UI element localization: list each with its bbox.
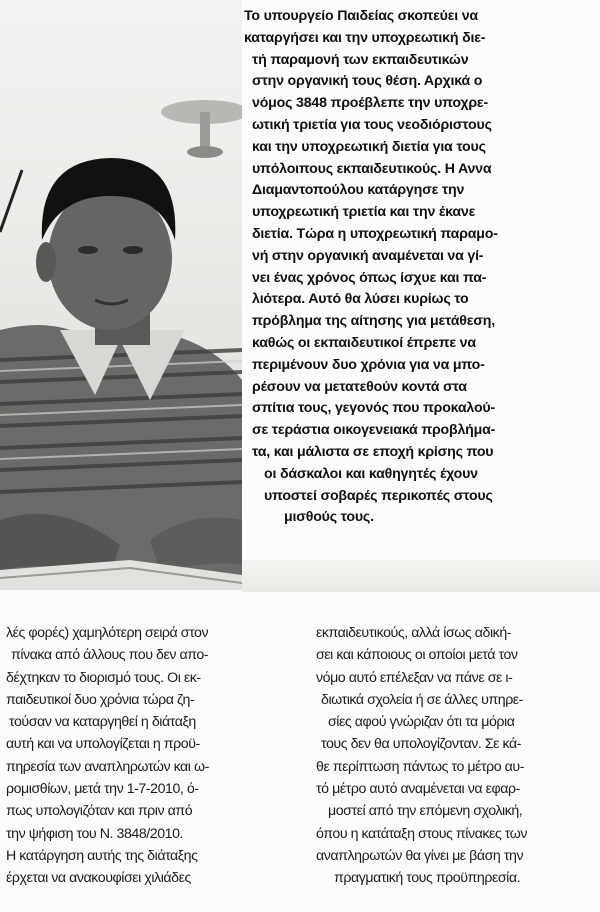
lead-line: πρόβλημα της αίτησης για μετάθεση, — [252, 313, 496, 330]
lead-line: μισθούς τους. — [284, 509, 374, 526]
lead-line: και την υποχρεωτική διετία για τους — [252, 138, 486, 155]
body-line: την ψήφιση του Ν. 3848/2010. — [6, 825, 184, 842]
body-line: ρομισθίων, μετά την 1-7-2010, ό- — [6, 781, 199, 798]
lead-line: καταργήσει και την υποχρεωτική διε- — [244, 29, 486, 46]
lead-line: υποχρεωτική τριετία και την έκανε — [252, 204, 476, 221]
lead-line: οι δάσκαλοι και καθηγητές έχουν — [264, 465, 478, 482]
lead-line: σπίτια τους, γεγονός που προκαλού- — [252, 400, 495, 417]
body-line: πραγματική τους προϋπηρεσία. — [334, 870, 521, 887]
lead-line: νόμος 3848 προέβλεπε την υποχρε- — [252, 95, 488, 112]
lead-line: υποστεί σοβαρές περικοπές στους — [264, 487, 493, 504]
lead-line: ωτική τριετία για τους νεοδιόριστους — [252, 116, 492, 133]
lead-line: τή παραμονή των εκπαιδευτικών — [252, 51, 469, 68]
lead-line: καθώς οι εκπαιδευτικοί έπρεπε να — [252, 334, 476, 351]
body-column-right — [316, 622, 598, 912]
lead-line: σε τεράστια οικογενειακά προβλήμα- — [252, 422, 496, 439]
body-line: σίες αφού γνώριζαν ότι τα μόρια — [328, 714, 515, 731]
body-line: τό μέτρο αυτό αναμένεται να εφαρ- — [316, 781, 520, 798]
lead-line: ρέσουν να μετατεθούν κοντά στα — [252, 378, 467, 395]
article-photo — [0, 0, 242, 590]
lead-line: διετία. Τώρα η υποχρεωτική παραμο- — [252, 225, 498, 242]
body-line: νόμο αυτό επέλεξαν να πάνε σε ι- — [316, 669, 513, 686]
body-line: τούσαν να καταργηθεί η διάταξη — [9, 714, 196, 731]
body-line: Η κατάργηση αυτής της διάταξης — [6, 847, 198, 864]
body-line: τους δεν θα υπολογίζονταν. Σε κά- — [321, 736, 522, 753]
body-line: πηρεσία των αναπληρωτών και ω- — [6, 758, 209, 775]
lead-line: τα, και μάλιστα σε εποχή κρίσης που — [252, 443, 494, 460]
lead-line: στην οργανική τους θέση. Αρχικά ο — [252, 73, 483, 90]
boy-reading-illustration — [0, 0, 242, 590]
lead-text-box — [244, 6, 586, 576]
body-line: πίνακα από άλλους που δεν απο- — [11, 647, 209, 664]
body-line: αναπληρωτών θα γίνει με βάση την — [316, 847, 524, 864]
body-line: δέχτηκαν το διορισμό τους. Οι εκ- — [6, 669, 201, 686]
body-line: μοστεί από την επόμενη σχολική, — [328, 803, 523, 820]
lead-line: λιότερα. Αυτό θα λύσει κυρίως το — [252, 291, 469, 308]
lead-line: Το υπουργείο Παιδείας σκοπεύει να — [244, 8, 478, 24]
body-line: σει και κάποιους οι οποίοι μετά τον — [316, 647, 518, 664]
body-line: όπου η κατάταξη στους πίνακες των — [316, 825, 527, 842]
lead-line: περιμένουν δυο χρόνια για να μπο- — [252, 356, 485, 373]
lead-line: υπόλοιπους εκπαιδευτικούς. Η Αννα — [252, 160, 492, 177]
body-line: διωτικά σχολεία ή σε άλλες υπηρε- — [321, 691, 523, 708]
lead-line: Διαμαντοπούλου κατάργησε την — [252, 182, 465, 199]
lead-line: νει ένας χρόνος όπως ίσχυε και πα- — [252, 269, 487, 286]
body-line: πως υπολογιζόταν και πριν από — [6, 803, 193, 820]
body-column-left — [6, 622, 288, 912]
body-line: αυτή και να υπολογίζεται η προϋ- — [6, 736, 200, 753]
body-line: εκπαιδευτικούς, αλλά ίσως αδική- — [316, 625, 512, 641]
lead-line: νή στην οργανική αναμένεται να γί- — [252, 247, 484, 264]
body-line: έρχεται να ανακουφίσει χιλιάδες — [6, 870, 191, 887]
body-line: θε περίπτωση πάντως το μέτρο αυ- — [316, 758, 525, 775]
body-line: παιδευτικοί δυο χρόνια τώρα ζη- — [6, 691, 195, 708]
body-line: λές φορές) χαμηλότερη σειρά στον — [6, 625, 209, 641]
